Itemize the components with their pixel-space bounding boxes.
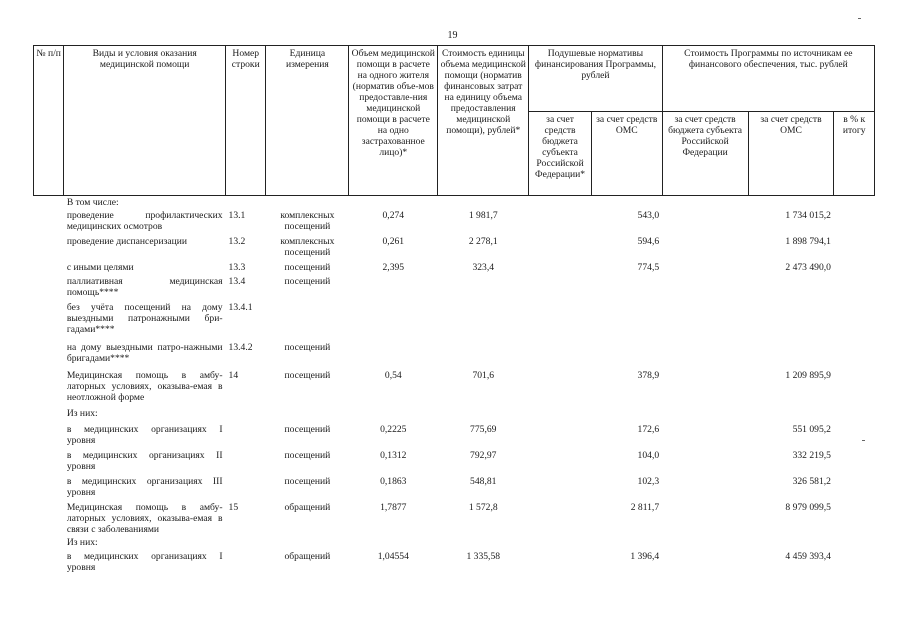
row-unit-cell: посещений (284, 342, 331, 353)
col-header-program-budget: за счет средств бюджета субъекта Российской Федерации (662, 112, 748, 196)
row-oms-total-cell (748, 407, 834, 423)
scan-mark (858, 18, 861, 19)
table-row (34, 536, 875, 550)
row-unit-cell (266, 301, 349, 341)
row-volume-cell (349, 407, 438, 423)
row-budget-total-cell (662, 261, 748, 275)
row-volume-cell: 0,54 (384, 370, 402, 381)
row-oms-total-cell: 1 898 794,1 (785, 236, 831, 247)
row-oms-norm-cell (591, 341, 662, 369)
row-pct-cell (834, 536, 875, 550)
row-code-cell: 13.4.2 (228, 342, 253, 353)
row-oms-norm-cell: 774,5 (637, 262, 660, 273)
row-cost-cell: 2 278,1 (468, 236, 498, 247)
row-cost-cell: 548,81 (470, 476, 497, 487)
row-unit-cell: обращений (284, 551, 331, 562)
row-code-cell (226, 449, 266, 475)
col-header-program-cost: Стоимость Программы по источникам ее финансового обеспечения, тыс. рублей (662, 46, 874, 112)
scan-mark (862, 440, 865, 441)
row-pct-cell (834, 423, 875, 449)
row-num-cell (34, 423, 64, 449)
row-code-cell (226, 423, 266, 449)
row-cost-cell: 1 335,58 (466, 551, 501, 562)
row-budget-total-cell (662, 550, 748, 578)
row-name-cell: проведение профилактических медицинских осмотров (66, 210, 223, 232)
row-budget-total-cell (662, 196, 748, 210)
row-budget-norm-cell (529, 423, 592, 449)
row-oms-norm-cell (591, 196, 662, 210)
row-oms-norm-cell: 543,0 (637, 210, 660, 221)
row-unit-cell: комплексных посещений (280, 210, 335, 232)
row-unit-cell: посещений (284, 476, 331, 487)
col-header-per-capita: Подушевые нормативы финансирования Программы, рублей (529, 46, 662, 112)
row-code-cell: 15 (228, 502, 239, 513)
row-code-cell (226, 196, 266, 210)
table-body (34, 196, 875, 579)
row-num-cell (34, 501, 64, 536)
row-oms-total-cell: 551 095,2 (792, 424, 831, 435)
row-oms-norm-cell: 172,6 (637, 424, 660, 435)
col-header-volume: Объем медицинской помощи в расчете на одного жителя (норматив объе-мов предоставле-ния медицинской помощи в расчете на одно застрахованное лицо)* (349, 46, 438, 196)
program-cost-table (33, 45, 875, 578)
table-row (34, 209, 875, 235)
row-oms-total-cell (748, 341, 834, 369)
row-volume-cell (349, 275, 438, 301)
row-pct-cell (834, 369, 875, 407)
table-row (34, 341, 875, 369)
row-budget-norm-cell (529, 407, 592, 423)
col-header-per-capita-oms: за счет средств ОМС (591, 112, 662, 196)
row-budget-norm-cell (529, 196, 592, 210)
row-code-cell: 13.2 (228, 236, 246, 247)
row-budget-norm-cell (529, 341, 592, 369)
row-num-cell (34, 550, 64, 578)
row-budget-total-cell (662, 475, 748, 501)
row-oms-norm-cell: 1 396,4 (630, 551, 660, 562)
row-cost-cell (438, 196, 529, 210)
row-volume-cell (349, 301, 438, 341)
row-pct-cell (834, 475, 875, 501)
row-unit-cell (266, 536, 349, 550)
row-pct-cell (834, 550, 875, 578)
row-name-cell: Медицинская помощь в амбу-латорных условиях, оказыва-емая в неотложной форме (66, 370, 223, 403)
row-oms-total-cell (748, 301, 834, 341)
row-unit-cell: посещений (284, 370, 331, 381)
row-pct-cell (834, 301, 875, 341)
row-budget-total-cell (662, 536, 748, 550)
row-code-cell: 13.1 (228, 210, 246, 221)
row-name-cell: Медицинская помощь в амбу-латорных условиях, оказыва-емая в связи с заболеваниями (66, 502, 223, 535)
table-row (34, 369, 875, 407)
row-pct-cell (834, 341, 875, 369)
row-oms-total-cell (748, 196, 834, 210)
row-volume-cell: 1,7877 (380, 502, 407, 513)
row-unit-cell: комплексных посещений (280, 236, 335, 258)
row-oms-norm-cell: 594,6 (637, 236, 660, 247)
row-code-cell (226, 407, 266, 423)
row-budget-total-cell (662, 235, 748, 261)
row-oms-total-cell: 332 219,5 (792, 450, 831, 461)
row-num-cell (34, 449, 64, 475)
row-unit-cell: посещений (284, 276, 331, 287)
col-header-kind: Виды и условия оказания медицинской помощи (64, 46, 226, 196)
row-budget-total-cell (662, 275, 748, 301)
row-oms-norm-cell (591, 275, 662, 301)
row-budget-norm-cell (529, 275, 592, 301)
table-row (34, 235, 875, 261)
row-oms-total-cell: 1 734 015,2 (785, 210, 831, 221)
row-budget-total-cell (662, 301, 748, 341)
row-unit-cell: обращений (284, 502, 331, 513)
row-budget-norm-cell (529, 261, 592, 275)
row-num-cell (34, 301, 64, 341)
row-cost-cell (438, 536, 529, 550)
col-header-cost: Стоимость единицы объема медицинской помощи (норматив финансовых затрат на единицу объема предоставления медицинской помощи), рублей* (438, 46, 529, 196)
row-name-cell: без учёта посещений на дому выездными патронажными бри-гадами**** (66, 302, 223, 335)
row-code-cell: 13.4 (228, 276, 246, 287)
row-unit-cell (266, 196, 349, 210)
row-budget-total-cell (662, 369, 748, 407)
row-pct-cell (834, 449, 875, 475)
row-pct-cell (834, 501, 875, 536)
row-code-cell (226, 550, 266, 578)
row-volume-cell: 1,04554 (377, 551, 409, 562)
row-volume-cell (349, 536, 438, 550)
row-pct-cell (834, 407, 875, 423)
row-oms-norm-cell: 104,0 (637, 450, 660, 461)
table-row (34, 275, 875, 301)
row-name-cell: в медицинских организациях III уровня (66, 476, 223, 498)
row-volume-cell: 0,1863 (380, 476, 407, 487)
row-code-cell: 13.4.1 (228, 302, 253, 313)
row-num-cell (34, 341, 64, 369)
row-budget-total-cell (662, 449, 748, 475)
row-volume-cell: 0,2225 (380, 424, 407, 435)
row-unit-cell: посещений (284, 424, 331, 435)
row-pct-cell (834, 209, 875, 235)
row-name-cell: Из них: (66, 537, 98, 548)
row-num-cell (34, 196, 64, 210)
row-oms-total-cell: 4 459 393,4 (785, 551, 831, 562)
row-oms-norm-cell (591, 407, 662, 423)
row-unit-cell (266, 407, 349, 423)
row-cost-cell: 775,69 (470, 424, 497, 435)
row-budget-total-cell (662, 341, 748, 369)
row-budget-norm-cell (529, 301, 592, 341)
row-budget-norm-cell (529, 369, 592, 407)
row-code-cell (226, 475, 266, 501)
row-cost-cell: 1 572,8 (468, 502, 498, 513)
table-row (34, 449, 875, 475)
row-oms-norm-cell: 102,3 (637, 476, 660, 487)
row-budget-total-cell (662, 423, 748, 449)
table-row (34, 261, 875, 275)
row-oms-norm-cell: 2 811,7 (630, 502, 660, 513)
row-name-cell: В том числе: (66, 197, 119, 208)
row-oms-total-cell (748, 275, 834, 301)
row-unit-cell: посещений (284, 262, 331, 273)
col-header-per-capita-budget: за счет средств бюджета субъекта Российской Федерации* (529, 112, 592, 196)
row-volume-cell: 0,274 (382, 210, 405, 221)
row-budget-total-cell (662, 407, 748, 423)
row-budget-norm-cell (529, 209, 592, 235)
row-num-cell (34, 369, 64, 407)
row-unit-cell: посещений (284, 450, 331, 461)
row-oms-norm-cell (591, 536, 662, 550)
row-budget-norm-cell (529, 501, 592, 536)
row-oms-norm-cell: 378,9 (637, 370, 660, 381)
row-name-cell: на дому выездными патро-нажными бригадами**** (66, 342, 223, 364)
row-pct-cell (834, 235, 875, 261)
row-cost-cell: 701,6 (472, 370, 495, 381)
row-cost-cell (438, 275, 529, 301)
row-oms-total-cell (748, 536, 834, 550)
row-code-cell: 13.3 (228, 262, 246, 273)
row-oms-total-cell: 1 209 895,9 (785, 370, 831, 381)
row-volume-cell: 0,1312 (380, 450, 407, 461)
col-header-program-pct: в % к итогу (834, 112, 875, 196)
row-budget-total-cell (662, 501, 748, 536)
row-name-cell: паллиативная медицинская помощь**** (66, 276, 223, 298)
row-pct-cell (834, 275, 875, 301)
table-row (34, 550, 875, 578)
col-header-program-oms: за счет средств ОМС (748, 112, 834, 196)
row-oms-total-cell: 326 581,2 (792, 476, 831, 487)
col-header-num: № п/п (34, 46, 64, 196)
table-row (34, 501, 875, 536)
table-row (34, 196, 875, 210)
row-num-cell (34, 536, 64, 550)
table-row (34, 475, 875, 501)
row-cost-cell (438, 301, 529, 341)
row-budget-norm-cell (529, 536, 592, 550)
row-num-cell (34, 275, 64, 301)
row-num-cell (34, 235, 64, 261)
row-volume-cell: 2,395 (382, 262, 405, 273)
row-cost-cell (438, 407, 529, 423)
row-budget-total-cell (662, 209, 748, 235)
row-budget-norm-cell (529, 475, 592, 501)
row-name-cell: проведение диспансеризации (66, 236, 188, 247)
row-oms-norm-cell (591, 301, 662, 341)
row-budget-norm-cell (529, 235, 592, 261)
row-budget-norm-cell (529, 449, 592, 475)
row-num-cell (34, 209, 64, 235)
table-row (34, 423, 875, 449)
row-budget-norm-cell (529, 550, 592, 578)
row-name-cell: в медицинских организациях I уровня (66, 551, 223, 573)
row-volume-cell (349, 196, 438, 210)
col-header-row-num: Номер строки (226, 46, 266, 196)
row-name-cell: в медицинских организациях II уровня (66, 450, 223, 472)
col-header-unit: Единица измерения (266, 46, 349, 196)
row-cost-cell: 792,97 (470, 450, 497, 461)
row-num-cell (34, 261, 64, 275)
table-row (34, 301, 875, 341)
row-volume-cell (349, 341, 438, 369)
row-cost-cell (438, 341, 529, 369)
row-name-cell: в медицинских организациях I уровня (66, 424, 223, 446)
row-oms-total-cell: 2 473 490,0 (785, 262, 831, 273)
row-volume-cell: 0,261 (382, 236, 405, 247)
row-oms-total-cell: 8 979 099,5 (785, 502, 831, 513)
row-cost-cell: 323,4 (472, 262, 495, 273)
row-pct-cell (834, 261, 875, 275)
page-number: 19 (447, 30, 458, 41)
row-num-cell (34, 475, 64, 501)
row-name-cell: с иными целями (66, 262, 134, 273)
row-cost-cell: 1 981,7 (468, 210, 498, 221)
row-num-cell (34, 407, 64, 423)
table-row (34, 407, 875, 423)
row-code-cell: 14 (228, 370, 239, 381)
row-pct-cell (834, 196, 875, 210)
row-code-cell (226, 536, 266, 550)
row-name-cell: Из них: (66, 408, 98, 419)
